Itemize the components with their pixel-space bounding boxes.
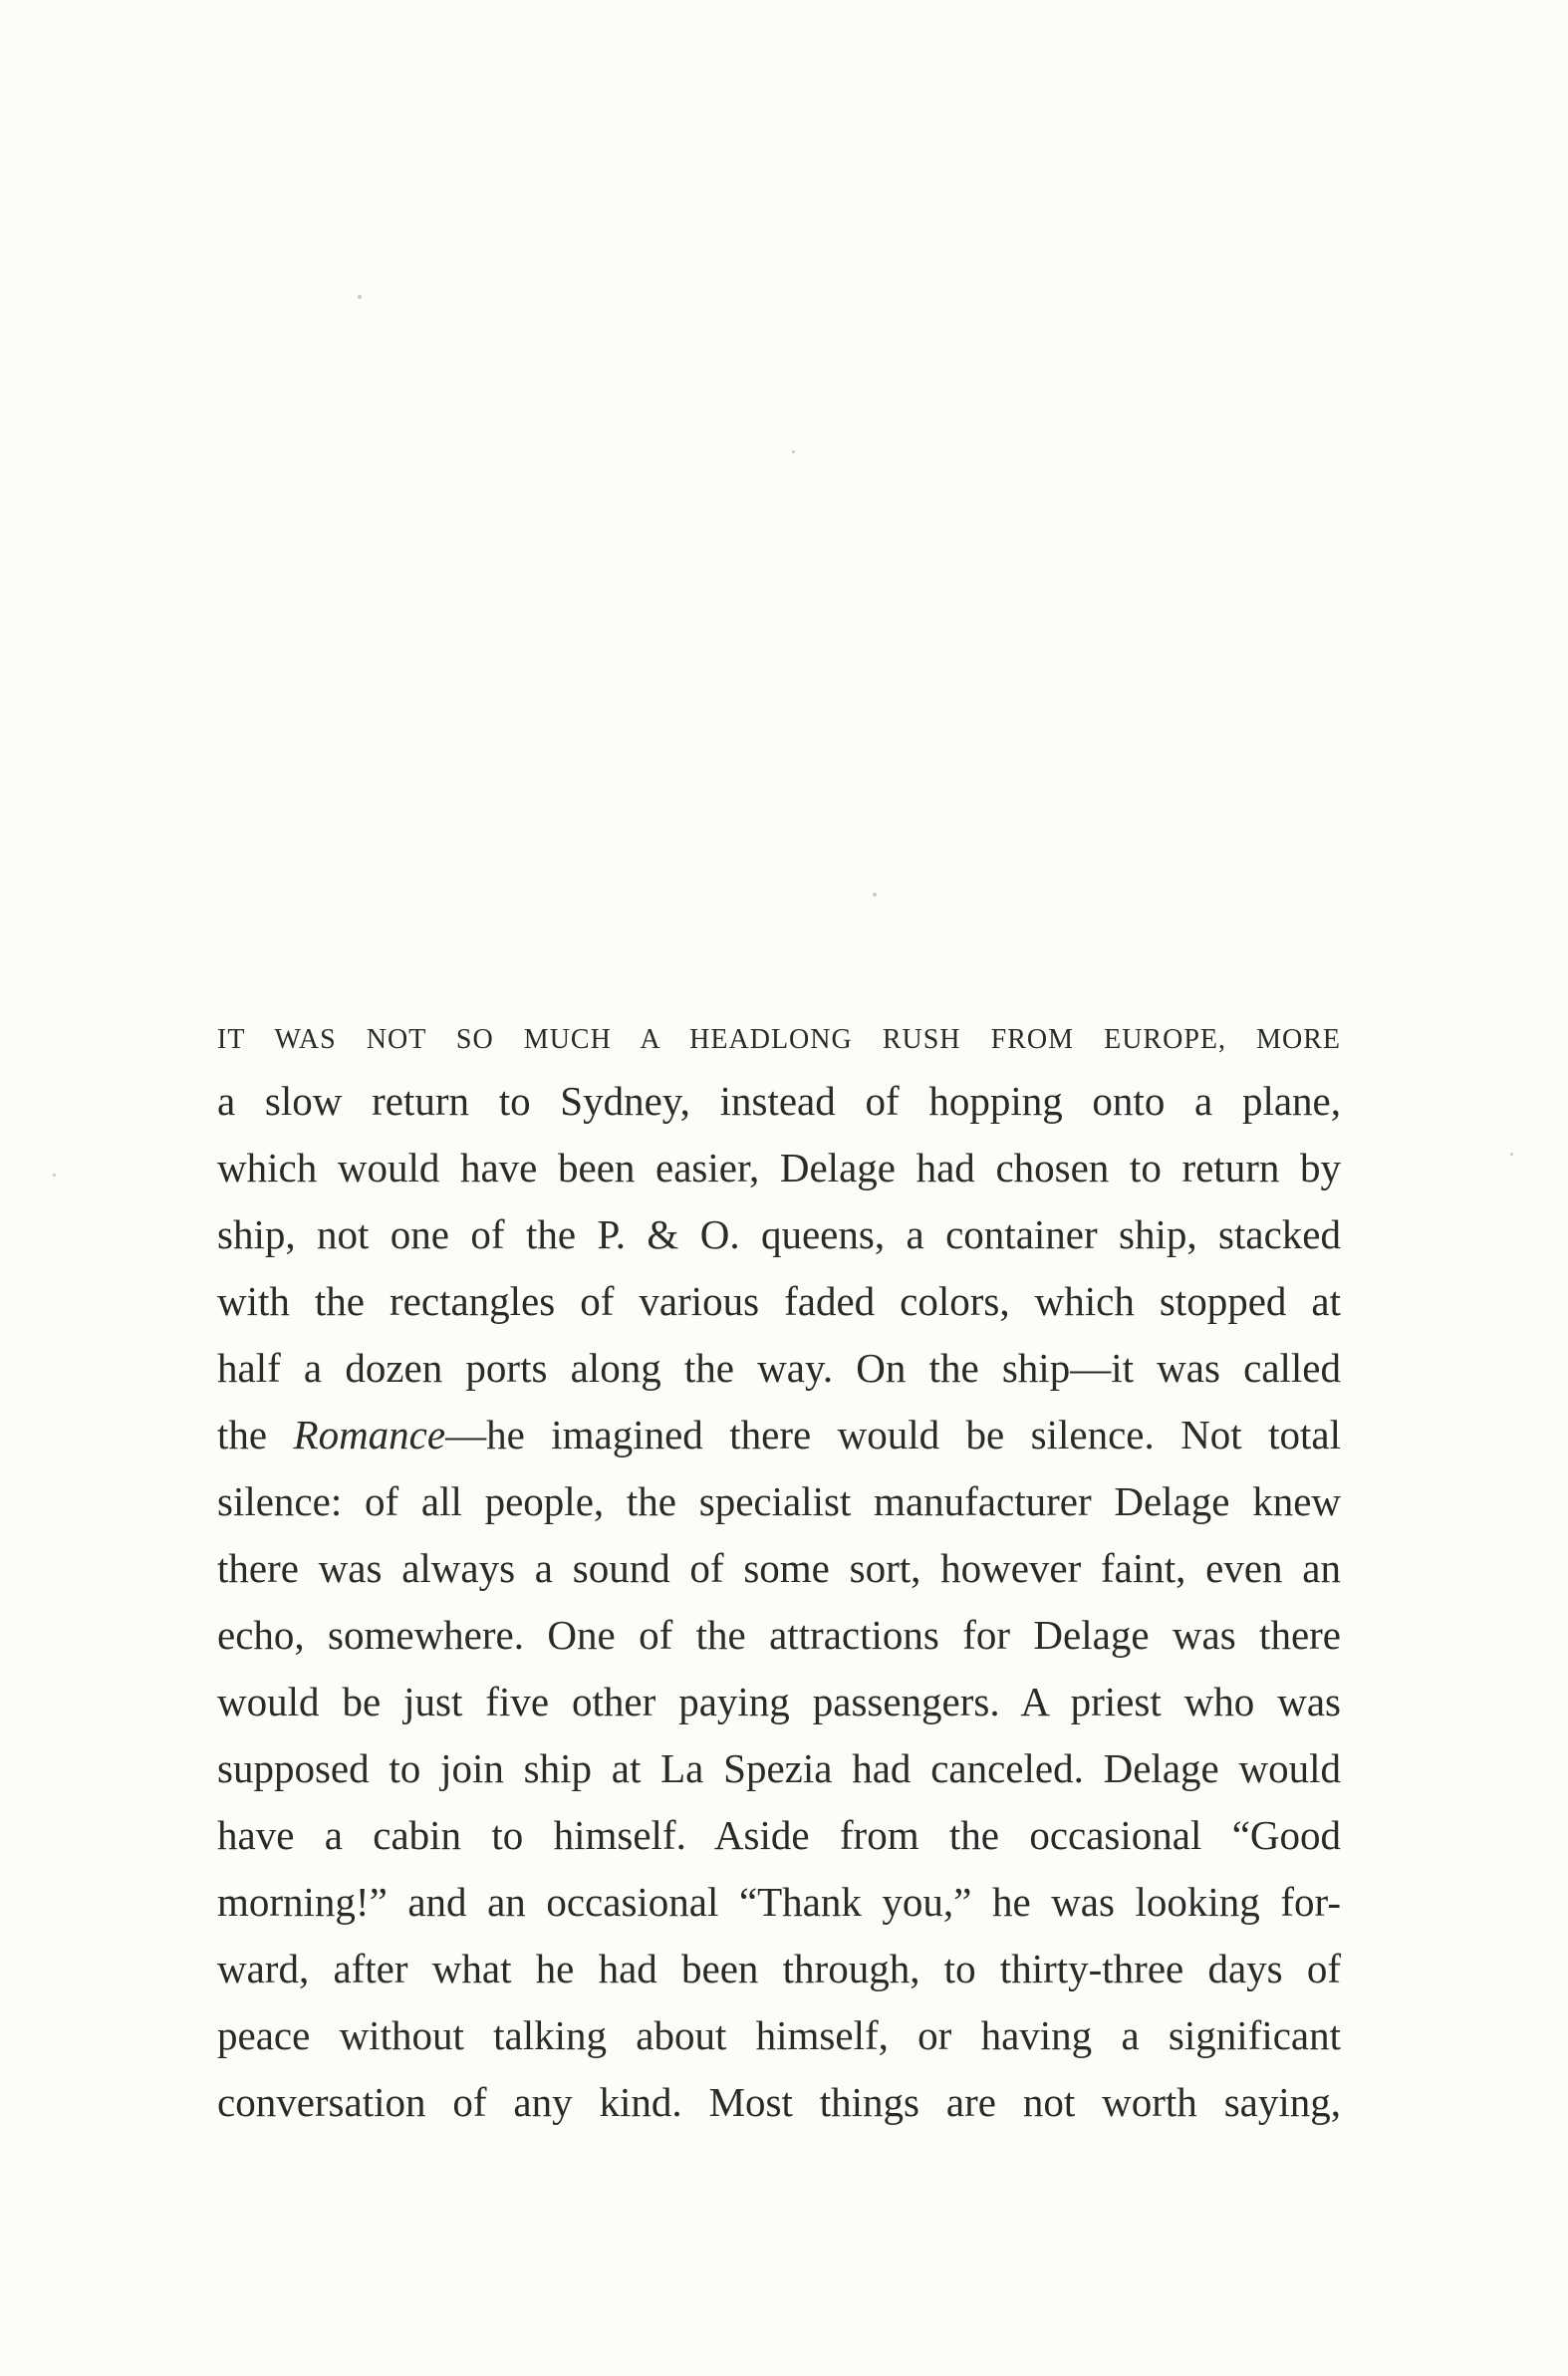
text-line-8: there was always a sound of some sort, however faint, even an [217, 1545, 1341, 1591]
text-line-15: peace without talking about himself, or having a significant [217, 2012, 1341, 2058]
page-text [217, 1018, 1341, 2136]
scan-speck [792, 450, 795, 453]
text-line-9: echo, somewhere. One of the attractions for Delage was there [217, 1612, 1341, 1658]
ship-name-italic: Romance [293, 1412, 446, 1457]
text-line-16: conversation of any kind. Most things are not worth saying, [217, 2079, 1341, 2125]
text-line-3: ship, not one of the P. & O. queens, a container ship, stacked [217, 1211, 1341, 1257]
text-line-13: morning!” and an occasional “Thank you,” he was looking for- [217, 1879, 1341, 1925]
scan-speck [358, 295, 362, 299]
text-line-5: half a dozen ports along the way. On the ship—it was called [217, 1345, 1341, 1391]
text-line-4: with the rectangles of various faded colors, which stopped at [217, 1278, 1341, 1324]
text-line-10: would be just five other paying passengers. A priest who was [217, 1679, 1341, 1724]
text-line-7: silence: of all people, the specialist manufacturer Delage knew [217, 1478, 1341, 1524]
scan-speck [1510, 1153, 1513, 1156]
text-line-6-after: —he imagined there would be silence. Not total [445, 1412, 1341, 1457]
opening-small-caps-line: IT WAS NOT SO MUCH A HEADLONG RUSH FROM EUROPE, MORE [217, 1024, 1341, 1055]
text-line-1: a slow return to Sydney, instead of hopping onto a plane, [217, 1078, 1341, 1124]
text-line-6-before: the [217, 1412, 294, 1457]
scan-speck [53, 1174, 56, 1177]
scan-speck [873, 893, 877, 897]
text-line-6 [217, 1402, 1341, 1468]
text-line-14: ward, after what he had been through, to thirty-three days of [217, 1946, 1341, 1991]
text-line-12: have a cabin to himself. Aside from the occasional “Good [217, 1812, 1341, 1858]
text-line-11: supposed to join ship at La Spezia had canceled. Delage would [217, 1745, 1341, 1791]
text-line-2: which would have been easier, Delage had chosen to return by [217, 1145, 1341, 1190]
